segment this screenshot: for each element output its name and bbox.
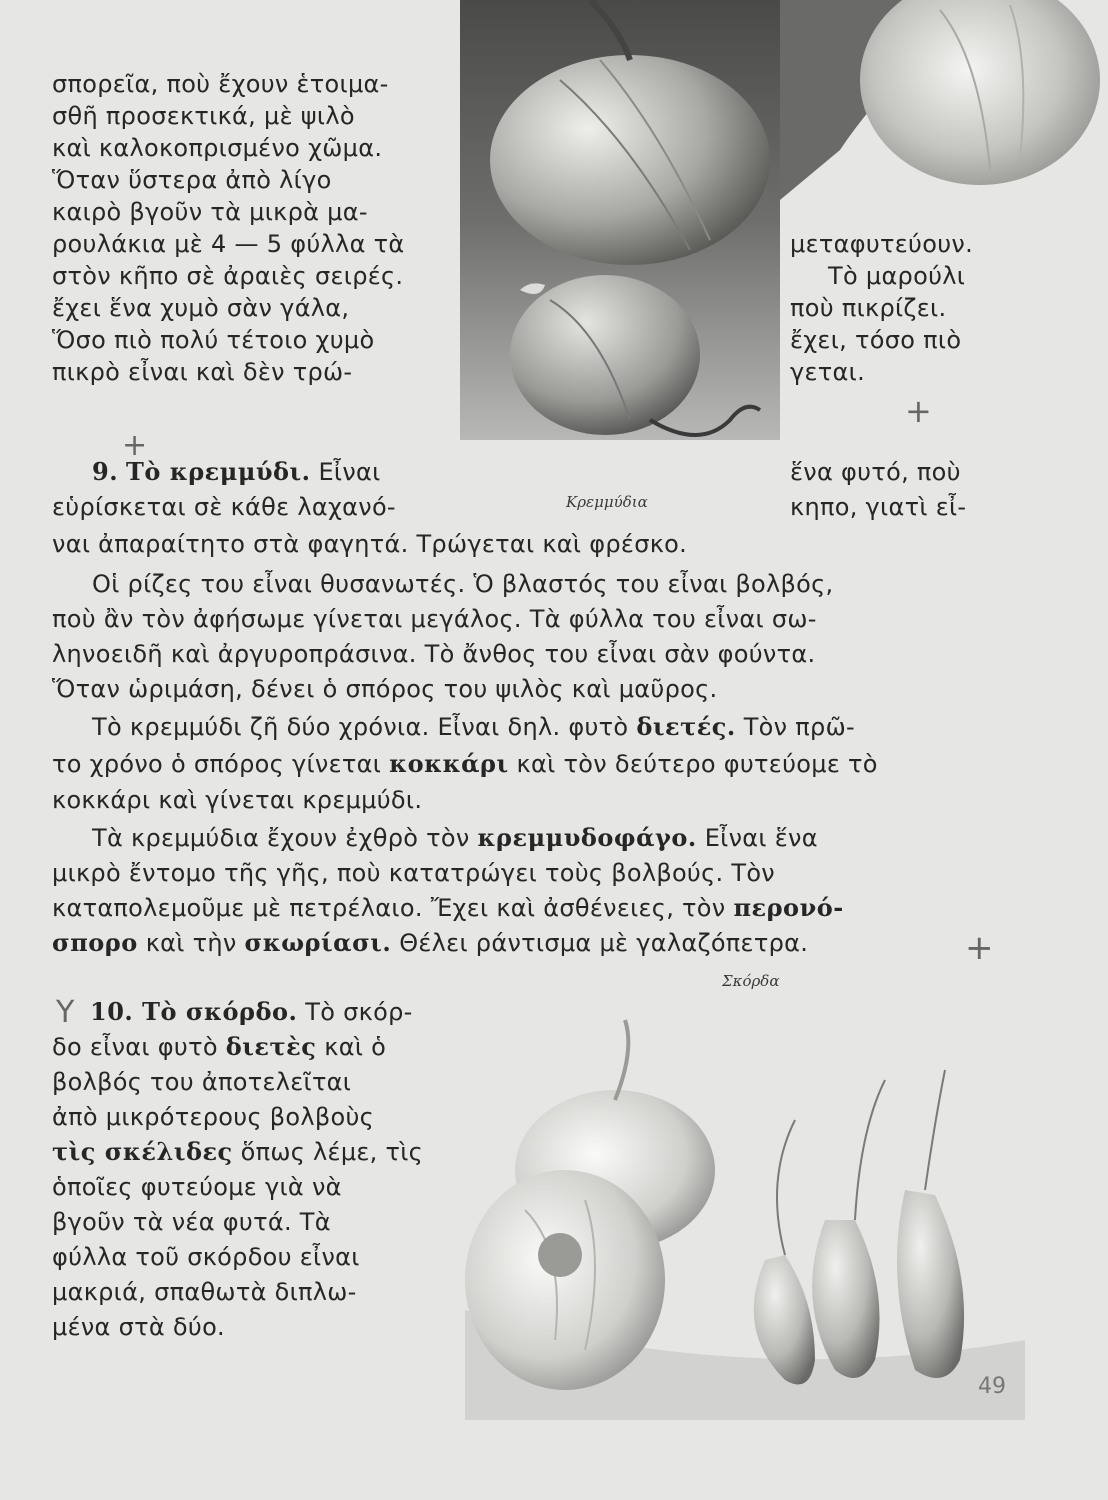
section-9-number: 9. — [92, 457, 119, 486]
text-fragment: το χρόνο ὁ σπόρος γίνεται — [52, 750, 382, 778]
text-line — [52, 1032, 387, 1061]
onions-caption: Κρεμμύδια — [566, 493, 648, 511]
onion-bulb — [510, 275, 700, 435]
text-line — [92, 823, 818, 852]
text-line: ρουλάκια μὲ 4 — 5 φύλλα τὰ — [52, 230, 405, 258]
text-fragment: Τὸ σκόρ- — [305, 998, 413, 1026]
text-line: μένα στὰ δύο. — [52, 1313, 225, 1341]
text-line: μεταφυτεύουν. — [790, 230, 974, 258]
text-fragment: Τὰ κρεμμύδια ἔχουν ἐχθρὸ τὸν — [92, 824, 470, 852]
bold-term: κοκκάρι — [389, 749, 509, 778]
text-line: Ὅταν ὕστερα ἀπὸ λίγο — [52, 166, 332, 194]
text-fragment: καὶ τὴν — [145, 929, 237, 957]
text-fragment: Θέλει ράντισμα μὲ γαλαζόπετρα. — [399, 929, 809, 957]
text-line: ληνοειδῆ καὶ ἀργυροπράσινα. Τὸ ἄνθος του εἶναι σὰν φούντα. — [52, 640, 816, 668]
text-line: κηπο, γιατὶ εἶ- — [790, 493, 967, 521]
text-line: ἀπὸ μικρότερους βολβοὺς — [52, 1103, 375, 1131]
text-line: Ὅταν ὡριμάση, δένει ὁ σπόρος του ψιλὸς καὶ μαῦρος. — [52, 675, 718, 703]
text-line: καὶ καλοκοπρισμένο χῶμα. — [52, 134, 383, 162]
pencil-cross-mark: + — [965, 928, 994, 968]
text-fragment: καὶ τὸν δεύτερο φυτεύομε τὸ — [516, 750, 878, 778]
text-line: καιρὸ βγοῦν τὰ μικρὰ μα- — [52, 198, 368, 226]
text-line: γεται. — [790, 358, 865, 386]
section-9-line — [92, 457, 381, 486]
section-10-title: 10. Τὸ σκόρδο. — [90, 997, 298, 1026]
bold-term: σκωρίασι. — [244, 928, 392, 957]
text-line: στὸν κῆπο σὲ ἀραιὲς σειρές. — [52, 262, 404, 290]
text-fragment: δο εἶναι φυτὸ — [52, 1033, 218, 1061]
text-fragment: Εἶναι ἕνα — [704, 824, 818, 852]
text-line: μικρὸ ἔντομο τῆς γῆς, ποὺ κατατρώγει τοὺς βολβούς. Τὸν — [52, 859, 776, 887]
text-line: ποὺ πικρίζει. — [790, 294, 947, 322]
section-10-line — [90, 997, 413, 1026]
pencil-check-mark: Y — [56, 995, 75, 1030]
text-line — [52, 928, 809, 957]
garlic-illustration — [465, 1010, 1025, 1420]
text-line: σθῆ προσεκτικά, μὲ ψιλὸ — [52, 102, 355, 130]
text-fragment: καταπολεμοῦμε μὲ πετρέλαιο. Ἔχει καὶ ἀσθένειες, τὸν — [52, 894, 726, 922]
text-line — [92, 712, 855, 741]
section-9-title: Τὸ κρεμμύδι. — [126, 457, 311, 486]
page-number: 49 — [978, 1374, 1006, 1399]
text-line: βγοῦν τὰ νέα φυτά. Τὰ — [52, 1208, 331, 1236]
text-line: Τὸ μαρούλι — [828, 262, 966, 290]
text-fragment: καὶ ὁ — [324, 1033, 387, 1061]
text-line: ναι ἀπαραίτητο στὰ φαγητά. Τρώγεται καὶ φρέσκο. — [52, 530, 688, 558]
text-line: εὑρίσκεται σὲ κάθε λαχανό- — [52, 493, 396, 521]
pencil-cross-mark: + — [122, 428, 148, 463]
bold-term: κρεμμυδοφάγο. — [477, 823, 697, 852]
text-line: ποὺ ἂν τὸν ἀφήσωμε γίνεται μεγάλος. Τὰ φύλλα του εἶναι σω- — [52, 605, 817, 633]
garlic-caption: Σκόρδα — [722, 972, 780, 990]
text-line: κοκκάρι καὶ γίνεται κρεμμύδι. — [52, 786, 423, 814]
text-line: ὁποῖες φυτεύομε γιὰ νὰ — [52, 1173, 342, 1201]
text-line: Οἱ ρίζες του εἶναι θυσανωτές. Ὁ βλαστός του εἶναι βολβός, — [92, 570, 834, 598]
onion-bulb-upper-right — [780, 0, 1108, 240]
text-line — [52, 1137, 424, 1166]
text-line: πικρὸ εἶναι καὶ δὲν τρώ- — [52, 358, 353, 386]
bold-term: τὶς σκέλιδες — [52, 1137, 233, 1166]
bold-term: διετές. — [636, 712, 736, 741]
text-line: βολβός του ἀποτελεῖται — [52, 1068, 352, 1096]
pencil-cross-mark: + — [905, 392, 932, 430]
text-fragment: Τὸ κρεμμύδι ζῆ δύο χρόνια. Εἶναι δηλ. φυτὸ — [92, 713, 629, 741]
onions-illustration — [460, 0, 780, 480]
bold-term: σπορο — [52, 928, 138, 957]
text-line: σπορεῖα, ποὺ ἔχουν ἑτοιμα- — [52, 70, 389, 98]
text-line: ἕνα φυτό, ποὺ — [790, 458, 961, 486]
text-fragment: Τὸν πρῶ- — [743, 713, 855, 741]
bold-term: διετὲς — [225, 1032, 317, 1061]
text-line: ἔχει, τόσο πιὸ — [790, 326, 962, 354]
text-line: ἔχει ἕνα χυμὸ σὰν γάλα, — [52, 294, 350, 322]
bold-term: περονό- — [733, 893, 844, 922]
onion-bulb — [490, 55, 770, 265]
text-line — [52, 749, 878, 778]
text-fragment: Εἶναι — [318, 458, 381, 486]
text-line — [52, 893, 844, 922]
text-line: Ὅσο πιὸ πολύ τέτοιο χυμὸ — [52, 326, 375, 354]
text-line: φύλλα τοῦ σκόρδου εἶναι — [52, 1243, 360, 1271]
text-fragment: ὅπως λέμε, τὶς — [240, 1138, 424, 1166]
text-line: μακριά, σπαθωτὰ διπλω- — [52, 1278, 357, 1306]
